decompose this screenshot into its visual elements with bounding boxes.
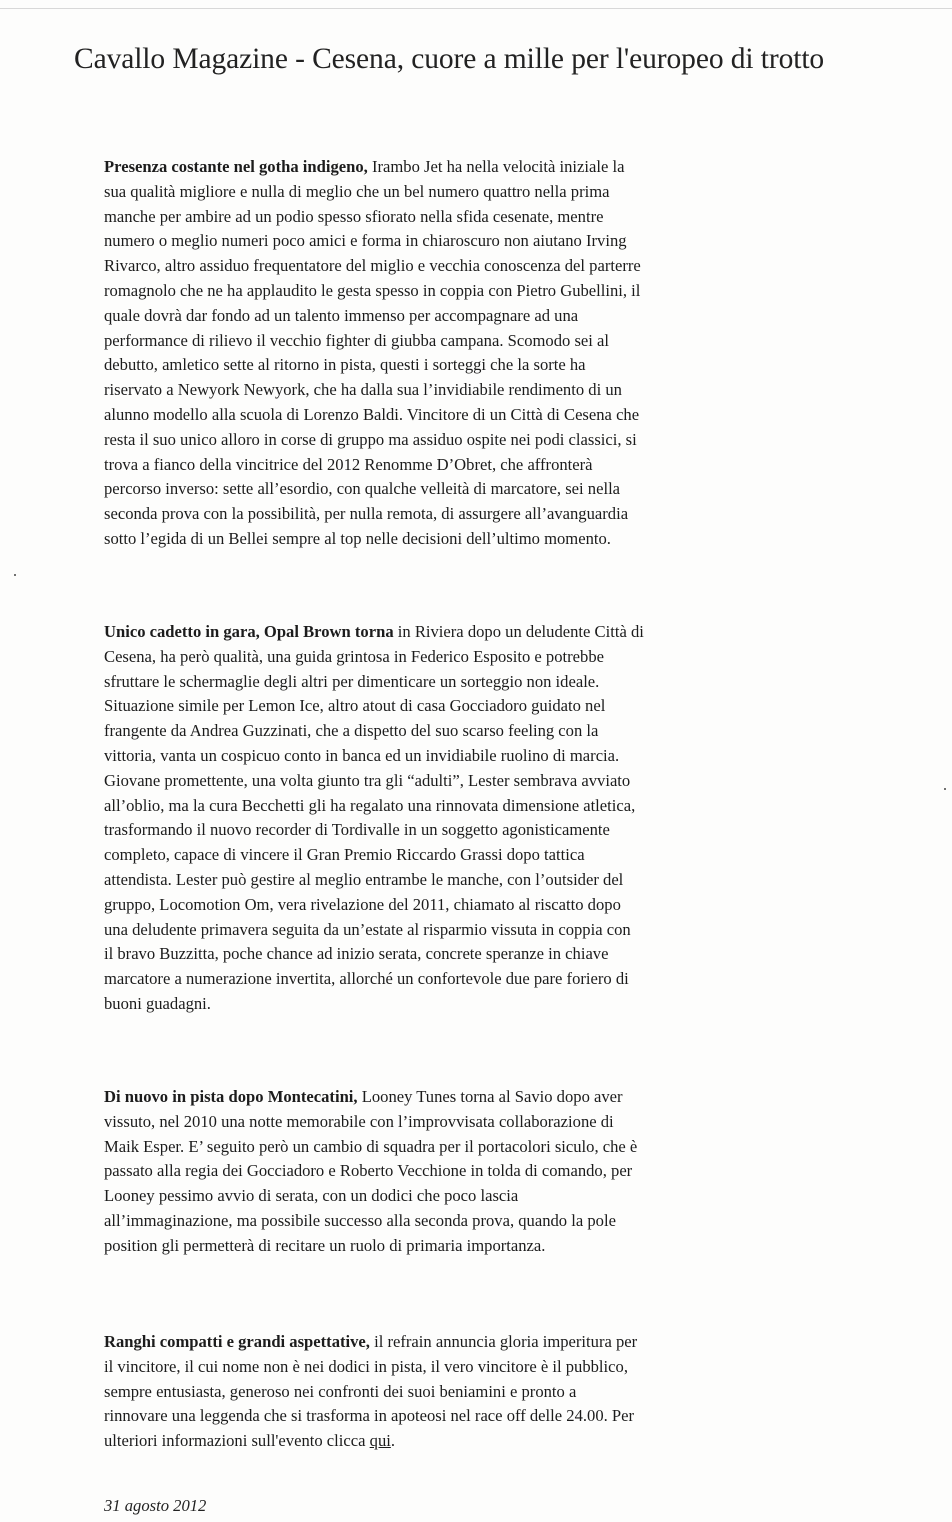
more-info-link[interactable]: qui (369, 1431, 391, 1451)
paragraph-text: Irambo Jet ha nella velocità iniziale la sua qualità migliore e nulla di meglio che un bel numero quattro nella prima manche per ambire ad un podio spesso sfiorato nella sfida cesenate, mentre numero o meglio numeri poco amici e forma in chiaroscuro non aiutano Irving Rivarco, altro assiduo frequentatore del miglio e vecchia conoscenza del parterre romagnolo che ne ha applaudito le gesta spesso in coppia con Pietro Gubellini, il quale dovrà dar fondo ad un talento immenso per accompagnare ad una performance di rilievo il vecchio fighter di giubba campana. Scomodo sei al debutto, amletico sette al ritorno in pista, questi i sorteggi che la sorte ha riservato a Newyork Newyork, che ha dalla sua l’invidiabile rendimento di un alunno modello alla scuola di Lorenzo Baldi. Vincitore di un Città di Cesena che resta il suo unico alloro in corse di gruppo ma assiduo ospite nei podi classici, si trova a fianco della vincitrice del 2012 Renomme D’Obret, che affronterà percorso inverso: sette all’esordio, con qualche velleità di marcatore, sei nella seconda prova con la possibilità, per nulla remota, di assurgere all’avanguardia sotto l’egida di un Bellei sempre al top nelle decisioni dell’ultimo momento. (104, 157, 641, 548)
paragraph-3 (104, 1085, 644, 1259)
publication-date: 31 agosto 2012 (104, 1496, 207, 1515)
paragraph-lead: Presenza costante nel gotha indigeno, (104, 157, 368, 176)
paragraph-lead: Unico cadetto in gara, Opal Brown torna (104, 622, 394, 641)
scan-speck (944, 788, 946, 790)
paragraph-text: Looney Tunes torna al Savio dopo aver vissuto, nel 2010 una notte memorabile con l’improvvisata collaborazione di Maik Esper. E’ seguito però un cambio di squadra per il portacolori siculo, che è passato alla regia dei Gocciadoro e Roberto Vecchione in tolda di comando, per Looney pessimo avvio di serata, con un dodici che poco lascia all’immaginazione, ma possibile successo alla seconda prova, quando la pole position gli permetterà di recitare un ruolo di primaria importanza. (104, 1087, 638, 1255)
paragraph-4 (104, 1330, 644, 1454)
scan-speck (14, 574, 16, 576)
top-divider (0, 8, 952, 9)
paragraph-2 (104, 620, 644, 1017)
paragraph-end: . (390, 1431, 396, 1451)
paragraph-1 (104, 155, 644, 552)
paragraph-lead: Di nuovo in pista dopo Montecatini, (104, 1087, 358, 1106)
page-title: Cavallo Magazine - Cesena, cuore a mille per l'europeo di trotto (74, 43, 825, 75)
paragraph-lead: Ranghi compatti e grandi aspettative, (104, 1332, 370, 1351)
paragraph-text: il refrain annuncia gloria imperitura per il vincitore, il cui nome non è nei dodici in pista, il vero vincitore è il pubblico, sempre entusiasta, generoso nei confronti dei suoi beniamini e pronto a rinnovare una leggenda che si trasforma in apoteosi nel race off delle 24.00. Per ulteriori informazioni sull'evento clicca (104, 1332, 638, 1451)
paragraph-text: in Riviera dopo un deludente Città di Cesena, ha però qualità, una guida grintosa in Federico Esposito e potrebbe sfruttare le schermaglie degli altri per dimenticare un sorteggio non ideale. Situazione simile per Lemon Ice, altro atout di casa Gocciadoro guidato nel frangente da Andrea Guzzinati, che a dispetto del suo scarso feeling con la vittoria, vanta un cospicuo conto in banca ed un invidiabile ruolino di marcia. Giovane promettente, una volta giunto tra gli “adulti”, Lester sembrava avviato all’oblio, ma la cura Becchetti gli ha regalato una rinnovata dimensione atletica, trasformando il nuovo recorder di Tordivalle in un soggetto agonisticamente completo, capace di vincere il Gran Premio Riccardo Grassi dopo tattica attendista. Lester può gestire al meglio entrambe le manche, con l’outsider del gruppo, Locomotion Om, vera rivelazione del 2011, chiamato al riscatto dopo una deludente primavera seguita da un’estate al risparmio vissuta in coppia con il bravo Buzzitta, poche chance ad inizio serata, concrete speranze in chiave marcatore a numerazione invertita, allorché un confortevole due pare foriero di buoni guadagni. (104, 622, 644, 1013)
